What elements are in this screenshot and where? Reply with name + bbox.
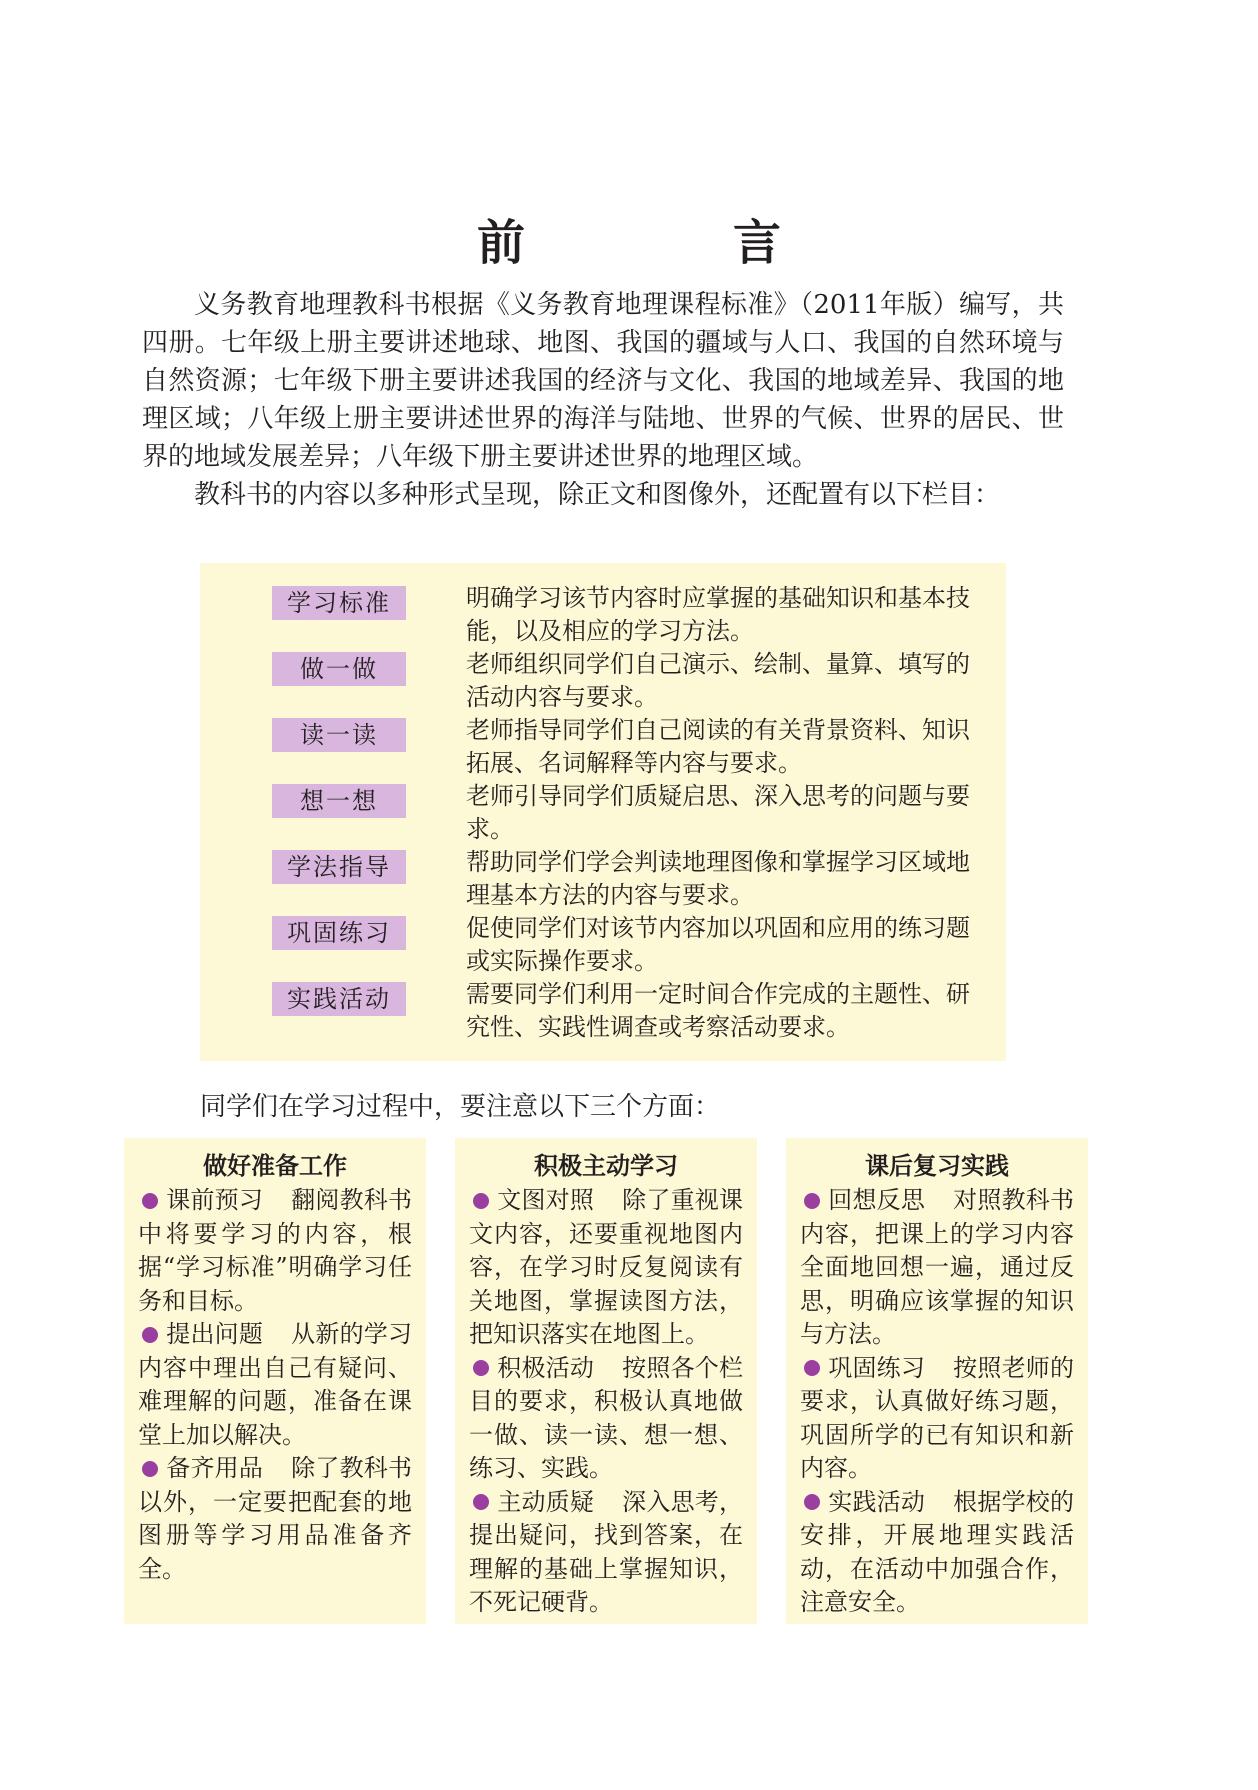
bullet-icon (804, 1193, 820, 1209)
aspect-item-text: 按照老师的要求，认真做好练习题，巩固所学的已有知识和新内容。 (800, 1353, 1075, 1482)
aspect-panel-active-learning (455, 1138, 757, 1624)
bullet-icon (473, 1360, 489, 1376)
column-row (200, 846, 1006, 912)
page-title: 前 言 (476, 215, 861, 271)
aspect-title: 积极主动学习 (534, 1152, 678, 1180)
aspect-item-name: 提出问题 (166, 1320, 264, 1348)
aspect-body (138, 1184, 412, 1586)
aspect-item (138, 1318, 412, 1452)
intro-paragraph: 教科书的内容以多种形式呈现，除正文和图像外，还配置有以下栏目： (194, 480, 1001, 510)
intro-text (142, 286, 1064, 514)
aspect-item-text: 按照各个栏目的要求，积极认真地做一做、读一读、想一想、练习、实践。 (469, 1353, 744, 1482)
column-description: 促使同学们对该节内容加以巩固和应用的练习题或实际操作要求。 (466, 914, 970, 975)
aspect-item-text: 根据学校的安排，开展地理实践活动，在活动中加强合作，注意安全。 (800, 1487, 1075, 1616)
column-description: 老师组织同学们自己演示、绘制、量算、填写的活动内容与要求。 (466, 650, 970, 711)
intro-paragraph: 义务教育地理教科书根据《义务教育地理课程标准》（2011年版）编写，共四册。七年级上册主要讲述地球、地图、我国的疆域与人口、我国的自然环境与自然资源；七年级下册主要讲述我国的经济与文化、我国的地域差异、我国的地理区域；八年级上册主要讲述世界的海洋与陆地、世界的气候、世界的居民、世界的地域发展差异；八年级下册主要讲述世界的地理区域。 (142, 290, 1064, 472)
aspect-item-text: 除了重视课文内容，还要重视地图内容，在学习时反复阅读有关地图，掌握读图方法，把知识落实在地图上。 (469, 1186, 744, 1348)
column-description: 老师引导同学们质疑启思、深入思考的问题与要求。 (466, 782, 970, 843)
aspect-item (800, 1184, 1074, 1352)
aspect-item-text: 除了教科书以外，一定要把配套的地图册等学习用品准备齐全。 (138, 1454, 413, 1583)
column-badge: 读一读 (272, 718, 406, 752)
aspect-item (800, 1486, 1074, 1620)
aspect-item-name: 回想反思 (828, 1186, 926, 1214)
bullet-icon (473, 1494, 489, 1510)
aspect-item-text: 深入思考，提出疑问，找到答案，在理解的基础上掌握知识，不死记硬背。 (469, 1487, 744, 1616)
bullet-icon (804, 1494, 820, 1510)
aspects-intro: 同学们在学习过程中，要注意以下三个方面： (200, 1092, 721, 1122)
aspect-item-text: 翻阅教科书中将要学习的内容，根据“学习标准”明确学习任务和目标。 (138, 1186, 413, 1315)
aspect-item-name: 巩固练习 (828, 1353, 926, 1382)
aspect-item (469, 1184, 743, 1352)
bullet-icon (804, 1360, 820, 1376)
bullet-icon (142, 1193, 158, 1209)
column-description: 帮助同学们学会判读地理图像和掌握学习区域地理基本方法的内容与要求。 (466, 848, 970, 909)
bullet-icon (142, 1327, 158, 1343)
aspect-item (469, 1352, 743, 1486)
columns-panel (200, 563, 1006, 1061)
column-badge: 学习标准 (272, 586, 406, 620)
aspect-item (469, 1486, 743, 1620)
column-description: 需要同学们利用一定时间合作完成的主题性、研究性、实践性调查或考察活动要求。 (466, 980, 970, 1041)
column-row (200, 714, 1006, 780)
aspect-item (138, 1452, 412, 1586)
aspect-panel-review (786, 1138, 1088, 1624)
aspect-body (469, 1184, 743, 1620)
column-badge: 实践活动 (272, 982, 406, 1016)
aspect-item-text: 对照教科书内容，把课上的学习内容全面地回想一遍，通过反思，明确应该掌握的知识与方法。 (800, 1186, 1075, 1348)
aspect-panel-prepare (124, 1138, 426, 1624)
aspect-item-name: 实践活动 (828, 1487, 926, 1516)
column-row (200, 582, 1006, 648)
aspect-item-text: 从新的学习内容中理出自己有疑问、难理解的问题，准备在课堂上加以解决。 (138, 1320, 413, 1449)
column-description: 明确学习该节内容时应掌握的基础知识和基本技能，以及相应的学习方法。 (466, 584, 970, 645)
bullet-icon (142, 1461, 158, 1477)
aspect-item (800, 1352, 1074, 1486)
column-row (200, 780, 1006, 846)
aspect-item-name: 主动质疑 (497, 1487, 595, 1516)
aspect-title: 课后复习实践 (865, 1152, 1009, 1180)
column-row (200, 978, 1006, 1044)
aspect-item-name: 积极活动 (497, 1353, 595, 1382)
column-badge: 学法指导 (272, 850, 406, 884)
column-row (200, 912, 1006, 978)
column-badge: 想一想 (272, 784, 406, 818)
aspect-item-name: 课前预习 (166, 1186, 264, 1214)
aspect-item-name: 文图对照 (497, 1186, 595, 1214)
aspect-body (800, 1184, 1074, 1620)
aspect-item (138, 1184, 412, 1318)
aspect-title: 做好准备工作 (203, 1152, 347, 1180)
column-badge: 做一做 (272, 652, 406, 686)
column-description: 老师指导同学们自己阅读的有关背景资料、知识拓展、名词解释等内容与要求。 (466, 716, 970, 777)
column-row (200, 648, 1006, 714)
bullet-icon (473, 1193, 489, 1209)
aspect-item-name: 备齐用品 (166, 1454, 264, 1482)
column-badge: 巩固练习 (272, 916, 406, 950)
